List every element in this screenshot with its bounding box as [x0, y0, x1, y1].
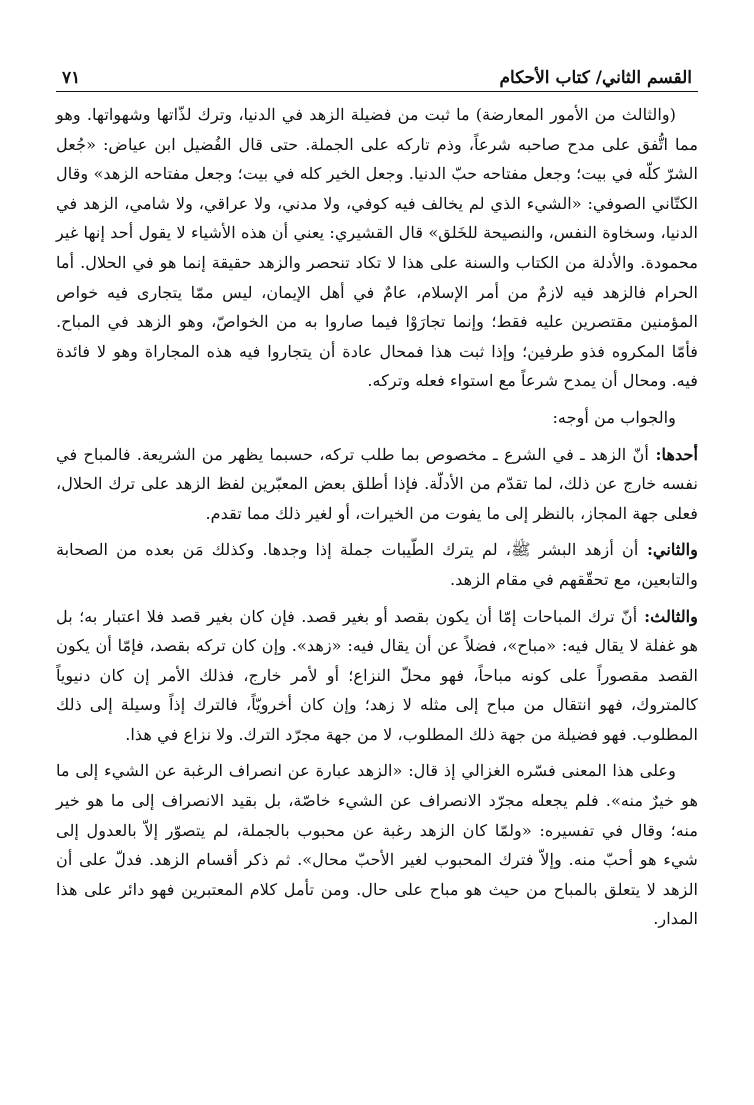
paragraph-ghazali: [56, 756, 698, 934]
paragraph-second-aspect: [56, 535, 698, 594]
body-text: [56, 100, 698, 934]
paragraph-first-aspect: [56, 440, 698, 529]
running-header: [56, 58, 698, 92]
paragraph-lead: والثالث:: [637, 606, 698, 626]
paragraph-lead: والثاني:: [638, 540, 698, 560]
paragraph-objection: [56, 100, 698, 396]
paragraph-text: أنّ ترك المباحات إمّا أن يكون بقصد أو بغير قصد. فإن كان بغير قصد فلا اعتبار به؛ بل هو غفلة لا يقال فيه: «مباح»، فضلاً عن أن يقال فيه: «زهد». وإن كان تركه بقصد، فإمّا أن يكون القصد مقصوراً على كونه مباحاً، فهو محلّ النزاع؛ أو لأمر خارج، فذلك الأمر إن كان دنيوياً كالمتروك، فهو انتقال من مباح إلى مثله لا زهد؛ وإن كان أخرويّاً، فالترك إذاً وسيلة إلى ذلك المطلوب. فهو فضيلة من جهة ذلك المطلوب، لا من جهة مجرّد الترك. ولا نزاع في هذا.: [56, 606, 698, 744]
paragraph-text: وعلى هذا المعنى فسّره الغزالي إذ قال: «الزهد عبارة عن انصراف الرغبة عن الشيء إلى ما هو خيرٌ منه». فلم يجعله مجرّد الانصراف عن الشيء خاصّة، بل بقيد الانصراف إلى ما هو خير منه؛ وقال في تفسيره: «ولمّا كان الزهد رغبة عن محبوب بالجملة، لم يتصوّر إلاّ بالعدول إلى شيء هو أحبّ منه. وإلاّ فترك المحبوب لغير الأحبّ محال». ثم ذكر أقسام الزهد. فدلّ على أن الزهد لا يتعلق بالمباح من حيث هو مباح على حال. ومن تأمل كلام المعتبرين فهو دائر على هذا المدار.: [56, 761, 698, 929]
paragraph-lead: أحدها:: [648, 444, 698, 464]
header-title: القسم الثاني/ كتاب الأحكام: [499, 68, 692, 88]
paragraph-text: أنّ الزهد ـ في الشرع ـ مخصوص بما طلب تركه، حسبما يظهر من الشريعة. فالمباح في نفسه خارج عن ذلك، لما تقدّم من الأدلّة. فإذا أطلق بعض المعبّرين لفظ الزهد على ترك الحلال، فعلى جهة المجاز، بالنظر إلى ما يفوت من الخيرات، أو لغير ذلك مما تقدم.: [56, 444, 698, 523]
paragraph-third-aspect: [56, 602, 698, 750]
paragraph-text: والجواب من أوجه:: [552, 407, 676, 427]
paragraph-text: أن أزهد البشر ﷺ، لم يترك الطّيبات جملة إذا وجدها. وكذلك مَن بعده من الصحابة والتابعين، مع تحقّقهم في مقام الزهد.: [56, 540, 698, 589]
page-number: ٧١: [62, 68, 81, 88]
paragraph-answer-intro: [56, 403, 698, 433]
paragraph-text: (والثالث من الأمور المعارضة) ما ثبت من فضيلة الزهد في الدنيا، وترك لذّاتها وشهواتها. وهو مما اتُّفق على مدح صاحبه شرعاً، وذم تاركه على الجملة. حتى قال الفُضيل ابن عياض: «جُعل الشرّ كلّه في بيت؛ وجعل مفتاحه حبّ الدنيا. وجعل الخير كله في بيت؛ وجعل مفتاحه الزهد» وقال الكتّاني الصوفي: «الشيء الذي لم يخالف فيه كوفي، ولا مدني، ولا عراقي، ولا شامي، الزهد في الدنيا، وسخاوة النفس، والنصيحة للخَلق» قال القشيري: يعني أن هذه الأشياء لا يقول أحد إنها غير محمودة. والأدلة من الكتاب والسنة على هذا لا تكاد تنحصر والزهد حقيقة إنما هو في الحلال. أما الحرام فالزهد فيه لازمٌ من أمر الإسلام، عامٌ في أهل الإيمان، ليس ممّا يتجارى فيه خواص المؤمنين مقتصرين عليه فقط؛ وإنما تجارَوْا فيما صاروا به من الخواصّ، وهو الزهد في المباح. فأمّا المكروه فذو طرفين؛ وإذا ثبت هذا فمحال عادة أن يتجاروا فيه هذه المجاراة وهو لا فائدة فيه. ومحال أن يمدح شرعاً مع استواء فعله وتركه.: [56, 105, 698, 391]
